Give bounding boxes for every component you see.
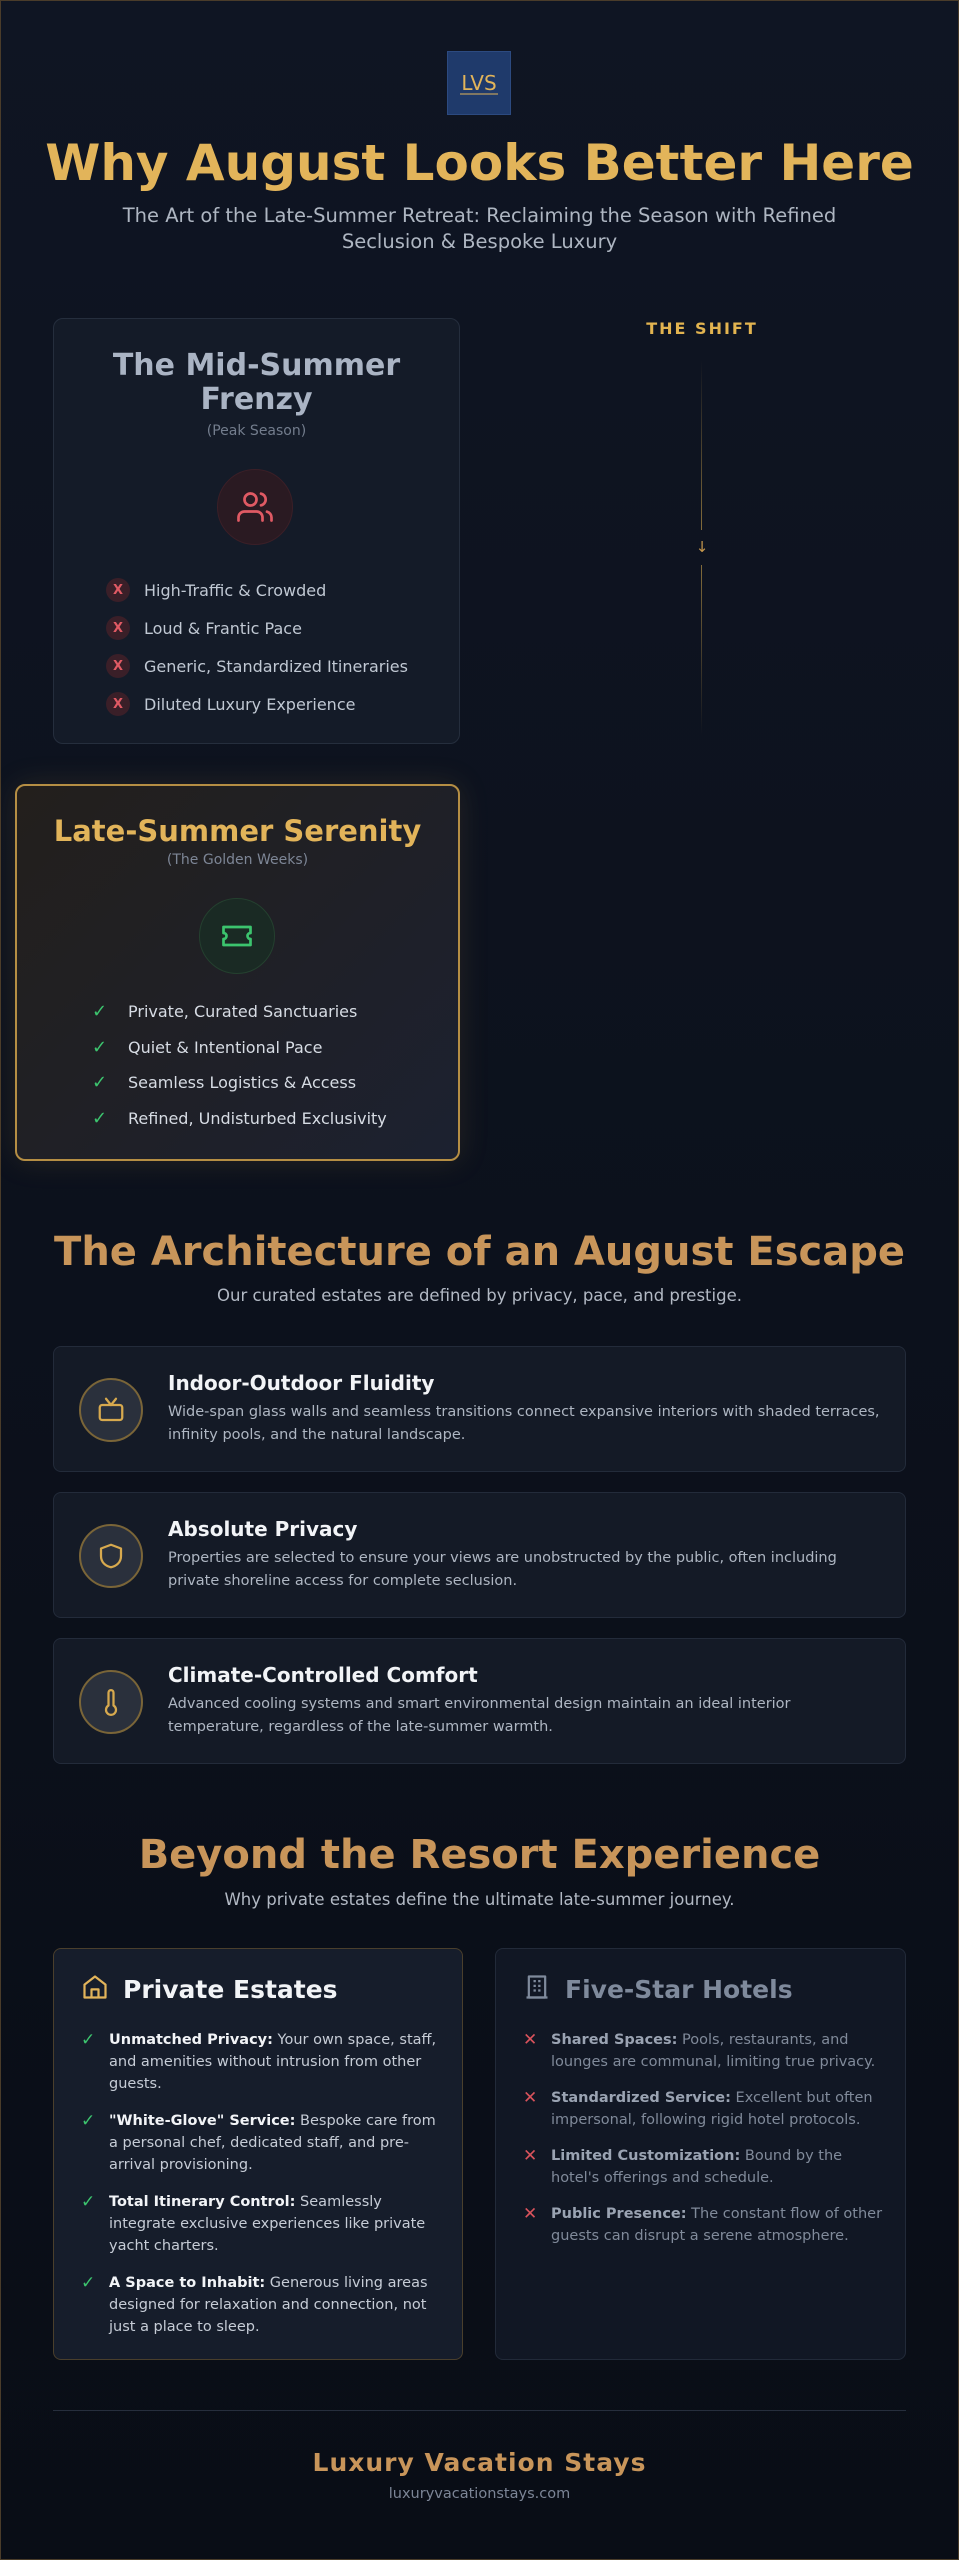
lvs-logo-mark <box>454 68 504 98</box>
users-icon <box>217 469 293 545</box>
brand-logo[interactable] <box>447 51 511 115</box>
feature-title: Indoor-Outdoor Fluidity <box>168 1371 435 1395</box>
shift-divider-top <box>701 360 702 530</box>
shift-label: THE SHIFT <box>646 319 758 338</box>
check-icon: ✓ <box>92 1001 108 1023</box>
x-icon: ✕ <box>523 2146 538 2166</box>
x-icon: ✕ <box>523 2088 538 2108</box>
thermometer-icon <box>79 1670 143 1734</box>
tv-icon <box>79 1378 143 1442</box>
list-item-label: Seamless Logistics & Access <box>128 1073 357 1093</box>
serenity-card <box>15 784 460 1161</box>
list-item-label: Loud & Frantic Pace <box>144 618 302 638</box>
five-star-hotels-card <box>495 1948 906 2360</box>
frenzy-card <box>53 318 460 744</box>
check-circle-icon: ✓ <box>81 2273 96 2293</box>
feature-description: Wide-span glass walls and seamless transitions connect expansive interiors with shaded terraces, infinity pools, and the natural landscape. <box>168 1404 880 1443</box>
list-item-label: Private, Curated Sanctuaries <box>128 1002 358 1022</box>
feature-title: Absolute Privacy <box>168 1517 358 1541</box>
serenity-list <box>92 994 442 1136</box>
list-item <box>92 1101 442 1137</box>
frenzy-list <box>106 571 446 723</box>
footer-brand: Luxury Vacation Stays <box>312 2448 647 2477</box>
comparison-subtitle: Why private estates define the ultimate late-summer journey. <box>224 1890 735 1909</box>
feature-description: Properties are selected to ensure your views are unobstructed by the public, often including private shoreline access for complete seclusion. <box>168 1550 837 1589</box>
arrow-down-icon: ↓ <box>695 538 709 556</box>
list-item-label: Diluted Luxury Experience <box>144 694 356 714</box>
list-item <box>106 647 446 685</box>
check-circle-icon: ✓ <box>81 2111 96 2131</box>
feature-card <box>53 1638 906 1764</box>
architecture-subtitle: Our curated estates are defined by privacy, pace, and prestige. <box>217 1286 742 1305</box>
list-item <box>92 994 442 1030</box>
item-lead: Standardized Service: <box>551 2090 731 2106</box>
item-text: The constant flow of other guests can disrupt a serene atmosphere. <box>551 2206 883 2244</box>
list-item <box>81 2029 441 2095</box>
item-lead: Unmatched Privacy: <box>109 2032 273 2048</box>
item-lead: "White-Glove" Service: <box>109 2113 296 2129</box>
footer-url[interactable]: luxuryvacationstays.com <box>388 2486 571 2502</box>
card-header <box>81 1973 338 2005</box>
comparison-title: Beyond the Resort Experience <box>138 1832 821 1878</box>
x-icon: X <box>106 616 130 640</box>
item-lead: Shared Spaces: <box>551 2032 678 2048</box>
list-item <box>523 2029 883 2073</box>
list-item-label: Refined, Undisturbed Exclusivity <box>128 1108 387 1128</box>
check-icon: ✓ <box>92 1036 108 1058</box>
building-icon <box>523 1973 551 2005</box>
x-icon: ✕ <box>523 2030 538 2050</box>
x-icon: X <box>106 578 130 602</box>
card-title: Private Estates <box>123 1974 338 2004</box>
feature-description: Advanced cooling systems and smart environmental design maintain an ideal interior temperature, regardless of the late-summer warmth. <box>168 1696 791 1735</box>
serenity-title: Late-Summer Serenity <box>53 814 422 848</box>
shield-icon <box>79 1524 143 1588</box>
feature-title: Climate-Controlled Comfort <box>168 1663 478 1687</box>
x-icon: ✕ <box>523 2204 538 2224</box>
page-subtitle: The Art of the Late-Summer Retreat: Reclaiming the Season with Refined Seclusion & Bespoke Luxury <box>122 204 837 253</box>
item-text: Bound by the hotel's offerings and schedule. <box>551 2148 843 2186</box>
item-text: Generous living areas designed for relaxation and connection, not just a place to sleep. <box>109 2275 428 2335</box>
list-item-label: Quiet & Intentional Pace <box>128 1037 323 1057</box>
item-text: Bespoke care from a personal chef, dedicated staff, and pre-arrival provisioning. <box>109 2113 436 2173</box>
list-item <box>81 2272 441 2338</box>
architecture-title: The Architecture of an August Escape <box>54 1229 905 1275</box>
list-item <box>106 571 446 609</box>
frenzy-subtitle: (Peak Season) <box>206 423 307 439</box>
list-item <box>523 2145 883 2189</box>
list-item <box>81 2110 441 2176</box>
check-icon: ✓ <box>92 1072 108 1094</box>
item-lead: Total Itinerary Control: <box>109 2194 296 2210</box>
item-text: Seamlessly integrate exclusive experiences like private yacht charters. <box>109 2194 426 2254</box>
x-icon: X <box>106 692 130 716</box>
hotels-list <box>523 2029 883 2261</box>
check-icon: ✓ <box>92 1107 108 1129</box>
logo-text: LVS <box>461 71 497 95</box>
item-text: Your own space, staff, and amenities without intrusion from other guests. <box>109 2032 437 2092</box>
item-text: Pools, restaurants, and lounges are communal, limiting true privacy. <box>551 2032 876 2070</box>
list-item-label: High-Traffic & Crowded <box>144 580 327 600</box>
page-title: Why August Looks Better Here <box>45 134 914 192</box>
private-estates-card <box>53 1948 463 2360</box>
item-lead: Limited Customization: <box>551 2148 741 2164</box>
list-item-label: Generic, Standardized Itineraries <box>144 656 408 676</box>
x-icon: X <box>106 654 130 678</box>
list-item <box>106 685 446 723</box>
check-circle-icon: ✓ <box>81 2030 96 2050</box>
list-item <box>523 2203 883 2247</box>
item-lead: A Space to Inhabit: <box>109 2275 266 2291</box>
list-item <box>92 1065 442 1101</box>
home-icon <box>81 1973 109 2005</box>
ticket-icon <box>199 898 275 974</box>
shift-divider-bottom <box>701 565 702 735</box>
estates-list <box>81 2029 441 2353</box>
card-header <box>523 1973 793 2005</box>
frenzy-title: The Mid-Summer Frenzy <box>112 348 401 417</box>
check-circle-icon: ✓ <box>81 2192 96 2212</box>
item-text: Excellent but often impersonal, following rigid hotel protocols. <box>551 2090 873 2128</box>
feature-card <box>53 1492 906 1618</box>
list-item <box>81 2191 441 2257</box>
list-item <box>106 609 446 647</box>
serenity-subtitle: (The Golden Weeks) <box>166 852 309 868</box>
feature-card <box>53 1346 906 1472</box>
list-item <box>92 1030 442 1066</box>
item-lead: Public Presence: <box>551 2206 687 2222</box>
footer-divider <box>53 2410 906 2411</box>
list-item <box>523 2087 883 2131</box>
card-title: Five-Star Hotels <box>565 1974 793 2004</box>
